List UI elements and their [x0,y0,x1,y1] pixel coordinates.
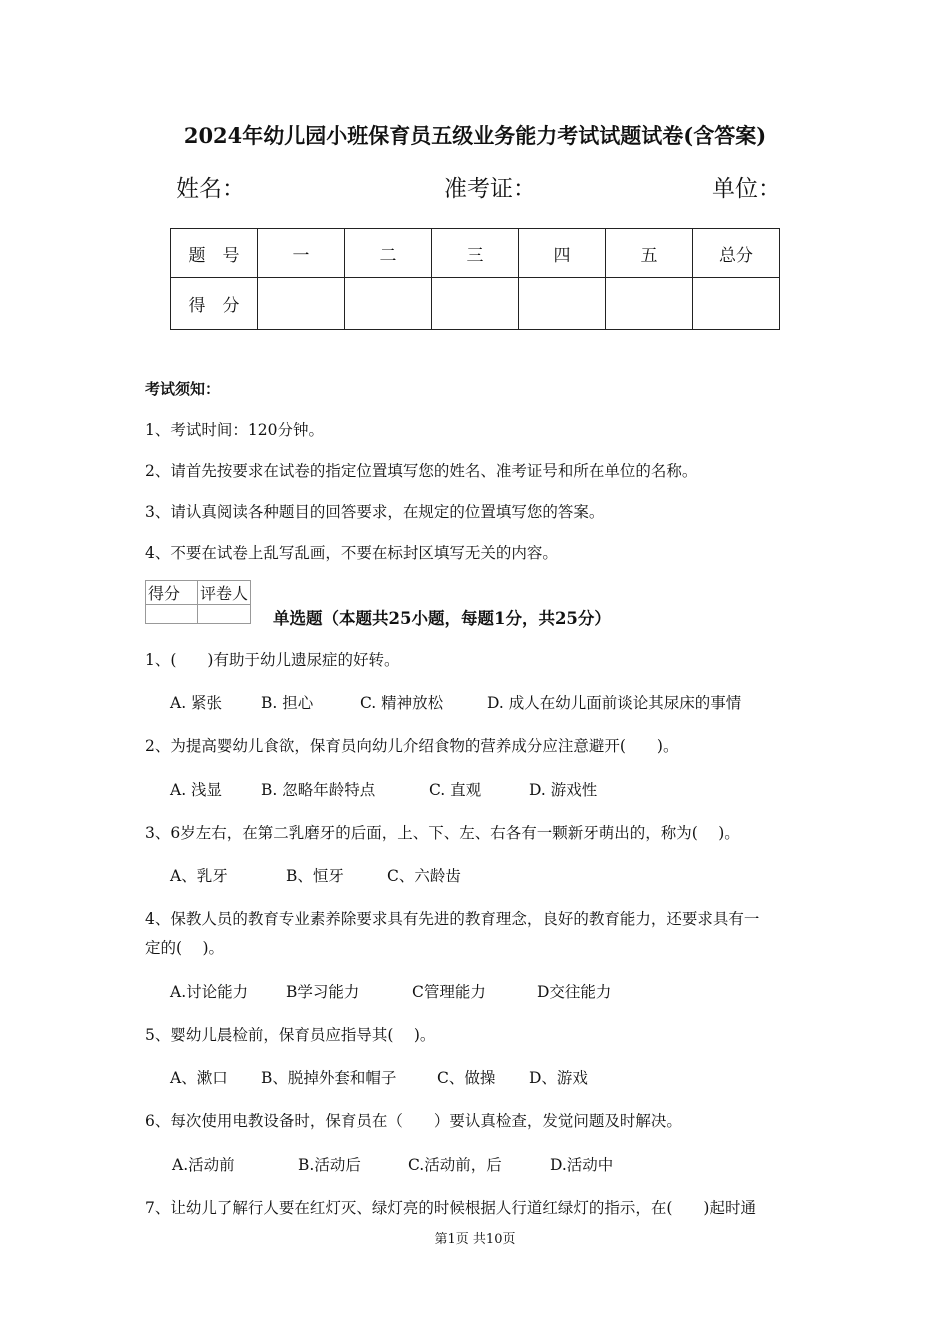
score-table-score-row [171,278,780,330]
score-table-header-row [171,229,780,278]
notice-rule: 1、考试时间：120分钟。 [145,421,324,439]
exam-id-field-label: 准考证： [444,176,536,202]
score-row-label: 得 分 [171,278,258,330]
question-option: C、做操 [437,1069,496,1087]
question-option: A. 紧张 [170,694,223,712]
question-option: B、脱掉外套和帽子 [261,1069,397,1087]
question-text: 5、婴幼儿晨检前，保育员应指导其( )。 [145,1026,436,1044]
notice-rule: 4、不要在试卷上乱写乱画，不要在标封区填写无关的内容。 [145,544,558,562]
grader-reviewer-label: 评卷人 [198,581,251,605]
question-option: A.讨论能力 [170,983,249,1001]
question-option: B学习能力 [286,983,360,1001]
score-table-header-cell: 总分 [693,229,780,278]
question-option: D交往能力 [537,983,612,1001]
question-option: D、游戏 [529,1069,588,1087]
score-table-header-cell: 二 [345,229,432,278]
question-text: 2、为提高婴幼儿食欲，保育员向幼儿介绍食物的营养成分应注意避开( )。 [145,737,679,755]
score-cell [606,278,693,330]
question-option: A. 浅显 [170,781,223,799]
question-option: C、六龄齿 [387,867,461,885]
question-text: 6、每次使用电教设备时，保育员在（ ）要认真检查，发觉问题及时解决。 [145,1112,682,1130]
question-text: 1、( )有助于幼儿遗尿症的好转。 [145,651,400,669]
question-option: C管理能力 [412,983,486,1001]
grader-score-cell [146,605,198,624]
unit-field-label: 单位： [712,176,781,202]
score-cell [258,278,345,330]
score-table-header-cell: 五 [606,229,693,278]
grader-score-label: 得分 [146,581,198,605]
question-text: 3、6岁左右，在第二乳磨牙的后面，上、下、左、右各有一颗新牙萌出的，称为( )。 [145,824,740,842]
question-option: A.活动前 [172,1156,235,1174]
notice-rule: 2、请首先按要求在试卷的指定位置填写您的姓名、准考证号和所在单位的名称。 [145,462,698,480]
section-title: 单选题（本题共25小题，每题1分，共25分） [273,609,611,628]
page-footer: 第1页 共10页 [434,1232,516,1247]
score-cell [693,278,780,330]
score-cell [432,278,519,330]
score-table-header-cell: 一 [258,229,345,278]
score-table-header-cell: 三 [432,229,519,278]
score-table-header-cell: 题 号 [171,229,258,278]
score-cell [519,278,606,330]
exam-title: 2024年幼儿园小班保育员五级业务能力考试试题试卷(含答案) [183,123,767,148]
score-table [170,228,780,330]
question-text-continued: 定的( )。 [145,939,225,957]
grader-reviewer-cell [198,605,251,624]
grader-box [145,580,251,624]
candidate-fields [176,170,782,202]
question-option: B、恒牙 [286,867,344,885]
score-table-header-cell: 四 [519,229,606,278]
question-option: A、乳牙 [170,867,228,885]
name-field-label: 姓名： [176,176,245,202]
notice-rule: 3、请认真阅读各种题目的回答要求，在规定的位置填写您的答案。 [145,503,605,521]
question-option: C. 直观 [429,781,482,799]
question-option: B.活动后 [298,1156,361,1174]
question-option: D. 游戏性 [529,781,598,799]
question-option: D.活动中 [550,1156,614,1174]
question-option: B. 担心 [261,694,314,712]
question-text: 7、让幼儿了解行人要在红灯灭、绿灯亮的时候根据人行道红绿灯的指示，在( )起时通 [145,1199,756,1217]
question-option: C. 精神放松 [360,694,444,712]
question-option: C.活动前，后 [408,1156,502,1174]
question-option: D. 成人在幼儿面前谈论其尿床的事情 [487,694,742,712]
notice-title: 考试须知： [145,380,221,398]
question-option: B. 忽略年龄特点 [261,781,376,799]
question-option: A、漱口 [170,1069,228,1087]
question-text: 4、保教人员的教育专业素养除要求具有先进的教育理念，良好的教育能力，还要求具有一 [145,910,760,928]
score-cell [345,278,432,330]
